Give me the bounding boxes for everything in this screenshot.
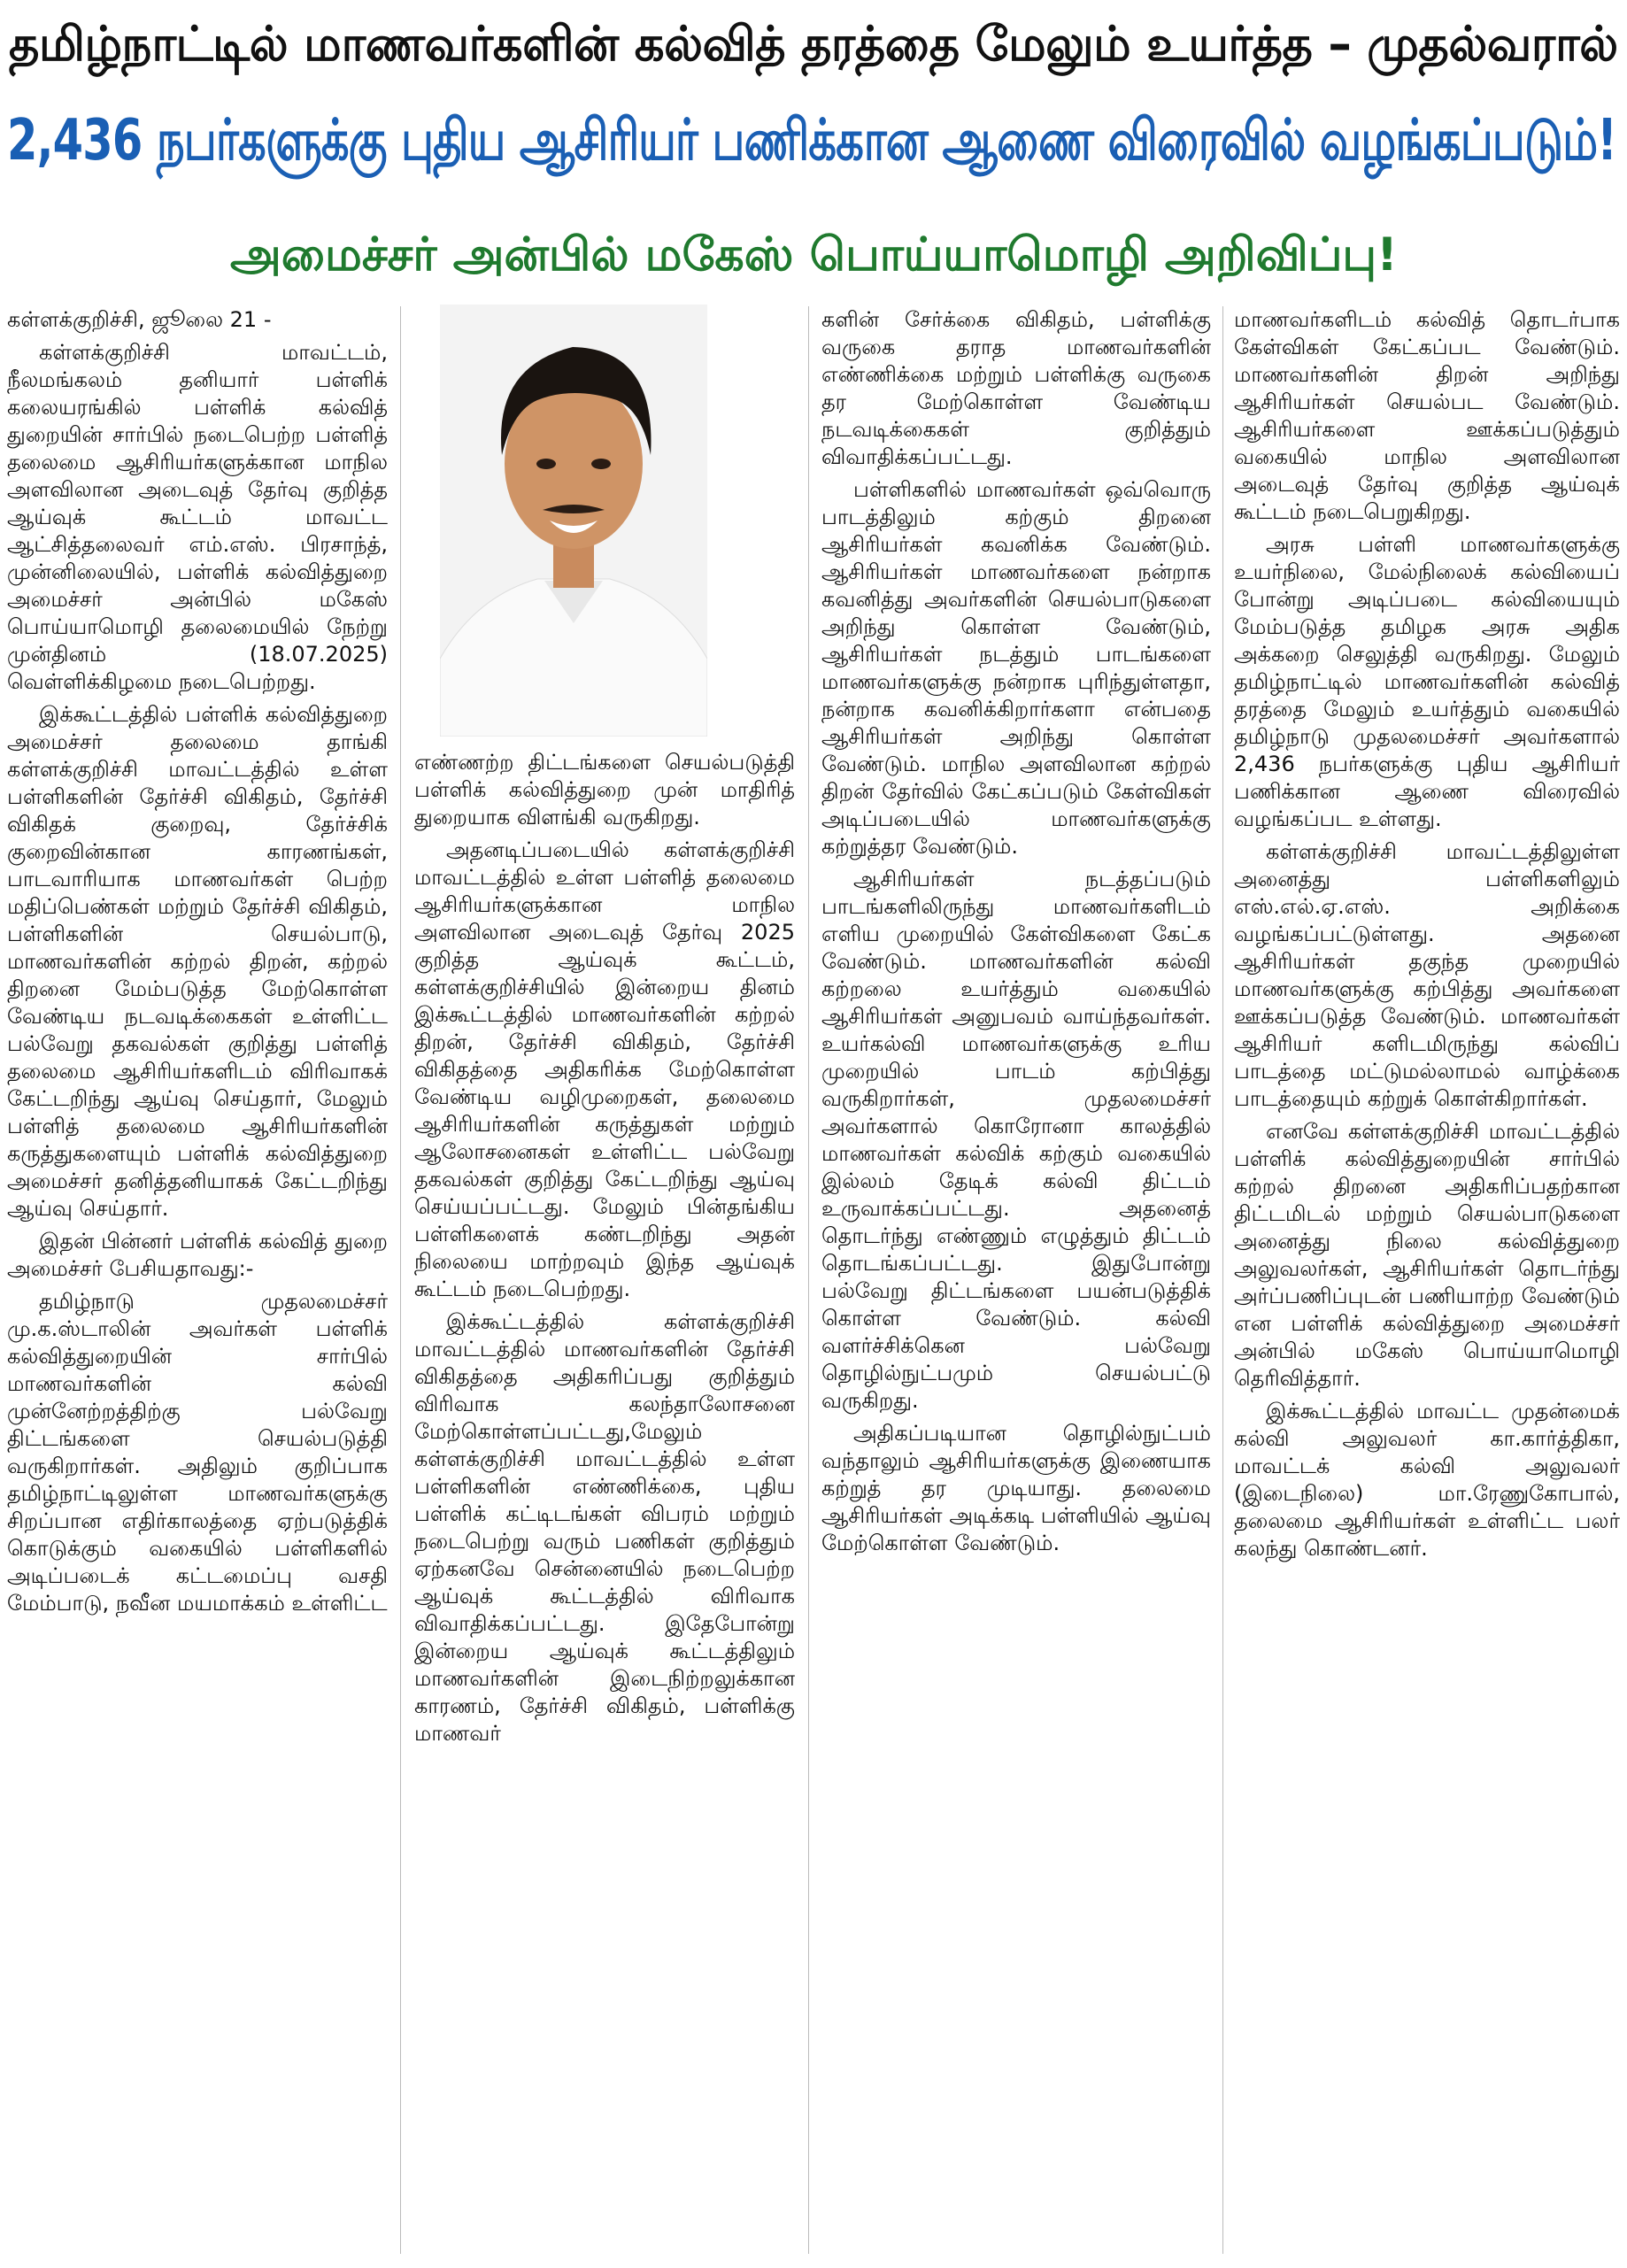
minister-portrait-photo <box>440 305 707 737</box>
column-divider <box>1222 306 1223 2254</box>
article-column-4 <box>1234 306 1620 2254</box>
article-paragraph: அரசு பள்ளி மாணவர்களுக்கு உயர்நிலை, மேல்நிலைக் கல்வியைப் போன்று அடிப்படை கல்வியையும் மேம்படுத்த தமிழக அரசு அதிக அக்கறை செலுத்தி வருகிறது. மேலும் தமிழ்நாட்டில் மாணவர்களின் கல்வித் தரத்தை மேலும் உயர்த்தும் வகையில் தமிழ்நாடு முதலமைச்சர் அவர்களால் 2,436 நபர்களுக்கு புதிய ஆசிரியர் பணிக்கான ஆணை விரைவில் வழங்கப்பட உள்ளது. <box>1234 532 1620 831</box>
article-paragraph: இதன் பின்னர் பள்ளிக் கல்வித் துறை அமைச்சர் பேசியதாவது:- <box>7 1229 388 1281</box>
article-kicker: தமிழ்நாட்டில் மாணவர்களின் கல்வித் தரத்தை மேலும் உயர்த்த – முதல்வரால் <box>9 16 1618 72</box>
article-headline: 2,436 நபர்களுக்கு புதிய ஆசிரியர் பணிக்கான ஆணை விரைவில் வழங்கப்படும்! <box>7 108 1617 174</box>
article-paragraph: களின் சேர்க்கை விகிதம், பள்ளிக்கு வருகை தராத மாணவர்களின் எண்ணிக்கை மற்றும் பள்ளிக்கு வருகை தர மேற்கொள்ள வேண்டிய நடவடிக்கைகள் குறித்தும் விவாதிக்கப்பட்டது. <box>821 307 1211 469</box>
article-paragraph: இக்கூட்டத்தில் பள்ளிக் கல்வித்துறை அமைச்சர் தலைமை தாங்கி கள்ளக்குறிச்சி மாவட்டத்தில் உள்ள பள்ளிகளின் தேர்ச்சி விகிதம், தேர்ச்சி விகிதக் குறைவு, தேர்ச்சிக் குறைவின்கான காரணங்கள், பாடவாரியாக மாணவர்கள் பெற்ற மதிப்பெண்கள் மற்றும் தேர்ச்சி விகிதம், பள்ளிகளின் செயல்பாடு, மாணவர்களின் கற்றல் திறன், கற்றல் திறனை மேம்படுத்த மேற்கொள்ள வேண்டிய நடவடிக்கைகள் உள்ளிட்ட பல்வேறு தகவல்கள் குறித்து பள்ளித் தலைமை ஆசிரியர்களிடம் விரிவாகக் கேட்டறிந்து ஆய்வு செய்தார், மேலும் பள்ளித் தலைமை ஆசிரியர்களின் கருத்துகளையும் பள்ளிக் கல்வித்துறை அமைச்சர் தனித்தனியாகக் கேட்டறிந்து ஆய்வு செய்தார். <box>7 702 388 1221</box>
article-paragraph: ஆசிரியர்கள் நடத்தப்படும் பாடங்களிலிருந்து மாணவர்களிடம் எளிய முறையில் கேள்விகளை கேட்க வேண்டும். மாணவர்களின் கல்வி கற்றலை உயர்த்தும் வகையில் ஆசிரியர்கள் அனுபவம் வாய்ந்தவர்கள். உயர்கல்வி மாணவர்களுக்கு உரிய முறையில் பாடம் கற்பித்து வருகிறார்கள், முதலமைச்சர் அவர்களால் கொரோனா காலத்தில் மாணவர்கள் கல்விக் கற்கும் வகையில் இல்லம் தேடிக் கல்வி திட்டம் உருவாக்கப்பட்டது. அதனைத் தொடர்ந்து எண்ணும் எழுத்தும் திட்டம் தொடங்கப்பட்டது. இதுபோன்று பல்வேறு திட்டங்களை பயன்படுத்திக் கொள்ள வேண்டும். கல்வி வளர்ச்சிக்கென பல்வேறு தொழில்நுட்பமும் செயல்பட்டு வருகிறது. <box>821 867 1211 1413</box>
article-paragraph: அதனடிப்படையில் கள்ளக்குறிச்சி மாவட்டத்தில் உள்ள பள்ளித் தலைமை ஆசிரியர்களுக்கான மாநில அளவிலான அடைவுத் தேர்வு 2025 குறித்த ஆய்வுக் கூட்டம், கள்ளக்குறிச்சியில் இன்றைய தினம் இக்கூட்டத்தில் மாணவர்களின் கற்றல் திறன், தேர்ச்சி விகிதம், தேர்ச்சி விகிதத்தை அதிகரிக்க மேற்கொள்ள வேண்டிய வழிமுறைகள், தலைமை ஆசிரியர்களின் கருத்துகள் மற்றும் ஆலோசனைகள் உள்ளிட்ட பல்வேறு தகவல்கள் குறித்து கேட்டறிந்து ஆய்வு செய்யப்பட்டது. மேலும் பின்தங்கிய பள்ளிகளைக் கண்டறிந்து அதன் நிலையை மாற்றவும் இந்த ஆய்வுக் கூட்டம் நடைபெற்றது. <box>414 837 795 1301</box>
article-paragraph: இக்கூட்டத்தில் மாவட்ட முதன்மைக் கல்வி அலுவலர் கா.கார்த்திகா, மாவட்டக் கல்வி அலுவலர் (இடைநிலை) மா.ரேணுகோபால், தலைமை ஆசிரியர்கள் உள்ளிட்ட பலர் கலந்து கொண்டனர். <box>1234 1399 1620 1561</box>
portrait-photo-icon <box>440 305 707 737</box>
article-column-2 <box>414 749 795 2254</box>
article-paragraph: தமிழ்நாடு முதலமைச்சர் மு.க.ஸ்டாலின் அவர்கள் பள்ளிக் கல்வித்துறையின் சார்பில் மாணவர்களின் கல்வி முன்னேற்றத்திற்கு பல்வேறு திட்டங்களை செயல்படுத்தி வருகிறார்கள். அதிலும் குறிப்பாக தமிழ்நாட்டிலுள்ள மாணவர்களுக்கு சிறப்பான எதிர்காலத்தை ஏற்படுத்திக் கொடுக்கும் வகையில் பள்ளிகளில் அடிப்படைக் கட்டமைப்பு வசதி மேம்பாடு, நவீன மயமாக்கம் உள்ளிட்ட <box>7 1289 388 1616</box>
article-subheadline: அமைச்சர் அன்பில் மகேஸ் பொய்யாமொழி அறிவிப்பு! <box>230 228 1398 282</box>
article-paragraph: அதிகப்படியான தொழில்நுட்பம் வந்தாலும் ஆசிரியர்களுக்கு இணையாக கற்றுத் தர முடியாது. தலைமை ஆசிரியர்கள் அடிக்கடி பள்ளியில் ஆய்வு மேற்கொள்ள வேண்டும். <box>821 1421 1211 1555</box>
article-dateline: கள்ளக்குறிச்சி, ஜூலை 21 - <box>7 307 272 332</box>
article-column-3 <box>821 306 1211 2254</box>
article-paragraph: கள்ளக்குறிச்சி மாவட்டம், நீலமங்கலம் தனியார் பள்ளிக் கலையரங்கில் பள்ளிக் கல்வித் துறையின் சார்பில் நடைபெற்ற பள்ளித் தலைமை ஆசிரியர்களுக்கான மாநில அளவிலான அடைவுத் தேர்வு குறித்த ஆய்வுக் கூட்டம் மாவட்ட ஆட்சித்தலைவர் எம்.எஸ். பிரசாந்த், முன்னிலையில், பள்ளிக் கல்வித்துறை அமைச்சர் அன்பில் மகேஸ் பொய்யாமொழி தலைமையில் நேற்று முன்தினம் (18.07.2025) வெள்ளிக்கிழமை நடைபெற்றது. <box>7 340 388 694</box>
article-paragraph: கள்ளக்குறிச்சி மாவட்டத்திலுள்ள அனைத்து பள்ளிகளிலும் எஸ்.எல்.ஏ.எஸ். அறிக்கை வழங்கப்பட்டுள்ளது. அதனை ஆசிரியர்கள் தகுந்த முறையில் மாணவர்களுக்கு கற்பித்து அவர்களை ஊக்கப்படுத்த வேண்டும். மாணவர்கள் ஆசிரியர் களிடமிருந்து கல்விப் பாடத்தை மட்டுமல்லாமல் வாழ்க்கை பாடத்தையும் கற்றுக் கொள்கிறார்கள். <box>1234 839 1620 1111</box>
column-divider <box>400 306 401 2254</box>
article-paragraph: எனவே கள்ளக்குறிச்சி மாவட்டத்தில் பள்ளிக் கல்வித்துறையின் சார்பில் கற்றல் திறனை அதிகரிப்பதற்கான திட்டமிடல் மற்றும் செயல்பாடுகளை அனைத்து நிலை கல்வித்துறை அலுவலர்கள், ஆசிரியர்கள் தொடர்ந்து அர்ப்பணிப்புடன் பணியாற்ற வேண்டும் என பள்ளிக் கல்வித்துறை அமைச்சர் அன்பில் மகேஸ் பொய்யாமொழி தெரிவித்தார். <box>1234 1119 1620 1391</box>
article-paragraph: எண்ணற்ற திட்டங்களை செயல்படுத்தி பள்ளிக் கல்வித்துறை முன் மாதிரித் துறையாக விளங்கி வருகிறது. <box>414 750 795 829</box>
column-divider <box>808 306 809 2254</box>
article-paragraph: மாணவர்களிடம் கல்வித் தொடர்பாக கேள்விகள் கேட்கப்பட வேண்டும். மாணவர்களின் திறன் அறிந்து ஆசிரியர்கள் செயல்பட வேண்டும். ஆசிரியர்களை ஊக்கப்படுத்தும் வகையில் மாநில அளவிலான அடைவுத் தேர்வு குறித்த ஆய்வுக் கூட்டம் நடைபெறுகிறது. <box>1234 307 1620 524</box>
article-paragraph: இக்கூட்டத்தில் கள்ளக்குறிச்சி மாவட்டத்தில் மாணவர்களின் தேர்ச்சி விகிதத்தை அதிகரிப்பது குறித்தும் விரிவாக கலந்தாலோசனை மேற்கொள்ளப்பட்டது,மேலும் கள்ளக்குறிச்சி மாவட்டத்தில் உள்ள பள்ளிகளின் எண்ணிக்கை, புதிய பள்ளிக் கட்டிடங்கள் விபரம் மற்றும் நடைபெற்று வரும் பணிகள் குறித்தும் ஏற்கனவே சென்னையில் நடைபெற்ற ஆய்வுக் கூட்டத்தில் விரிவாக விவாதிக்கப்பட்டது. இதேபோன்று இன்றைய ஆய்வுக் கூட்டத்திலும் மாணவர்களின் இடைநிற்றலுக்கான காரணம், தேர்ச்சி விகிதம், பள்ளிக்கு மாணவர் <box>414 1309 795 1746</box>
article-column-1 <box>7 306 388 2254</box>
article-paragraph: பள்ளிகளில் மாணவர்கள் ஒவ்வொரு பாடத்திலும் கற்கும் திறனை ஆசிரியர்கள் கவனிக்க வேண்டும். ஆசிரியர்கள் மாணவர்களை நன்றாக கவனித்து அவர்களின் செயல்பாடுகளை அறிந்து கொள்ள வேண்டும், ஆசிரியர்கள் நடத்தும் பாடங்களை மாணவர்களுக்கு நன்றாக புரிந்துள்ளதா, நன்றாக கவனிக்கிறார்களா என்பதை ஆசிரியர்கள் அறிந்து கொள்ள வேண்டும். மாநில அளவிலான கற்றல் திறன் தேர்வில் கேட்கப்படும் கேள்விகள் அடிப்படையில் மாணவர்களுக்கு கற்றுத்தர வேண்டும். <box>821 477 1211 859</box>
